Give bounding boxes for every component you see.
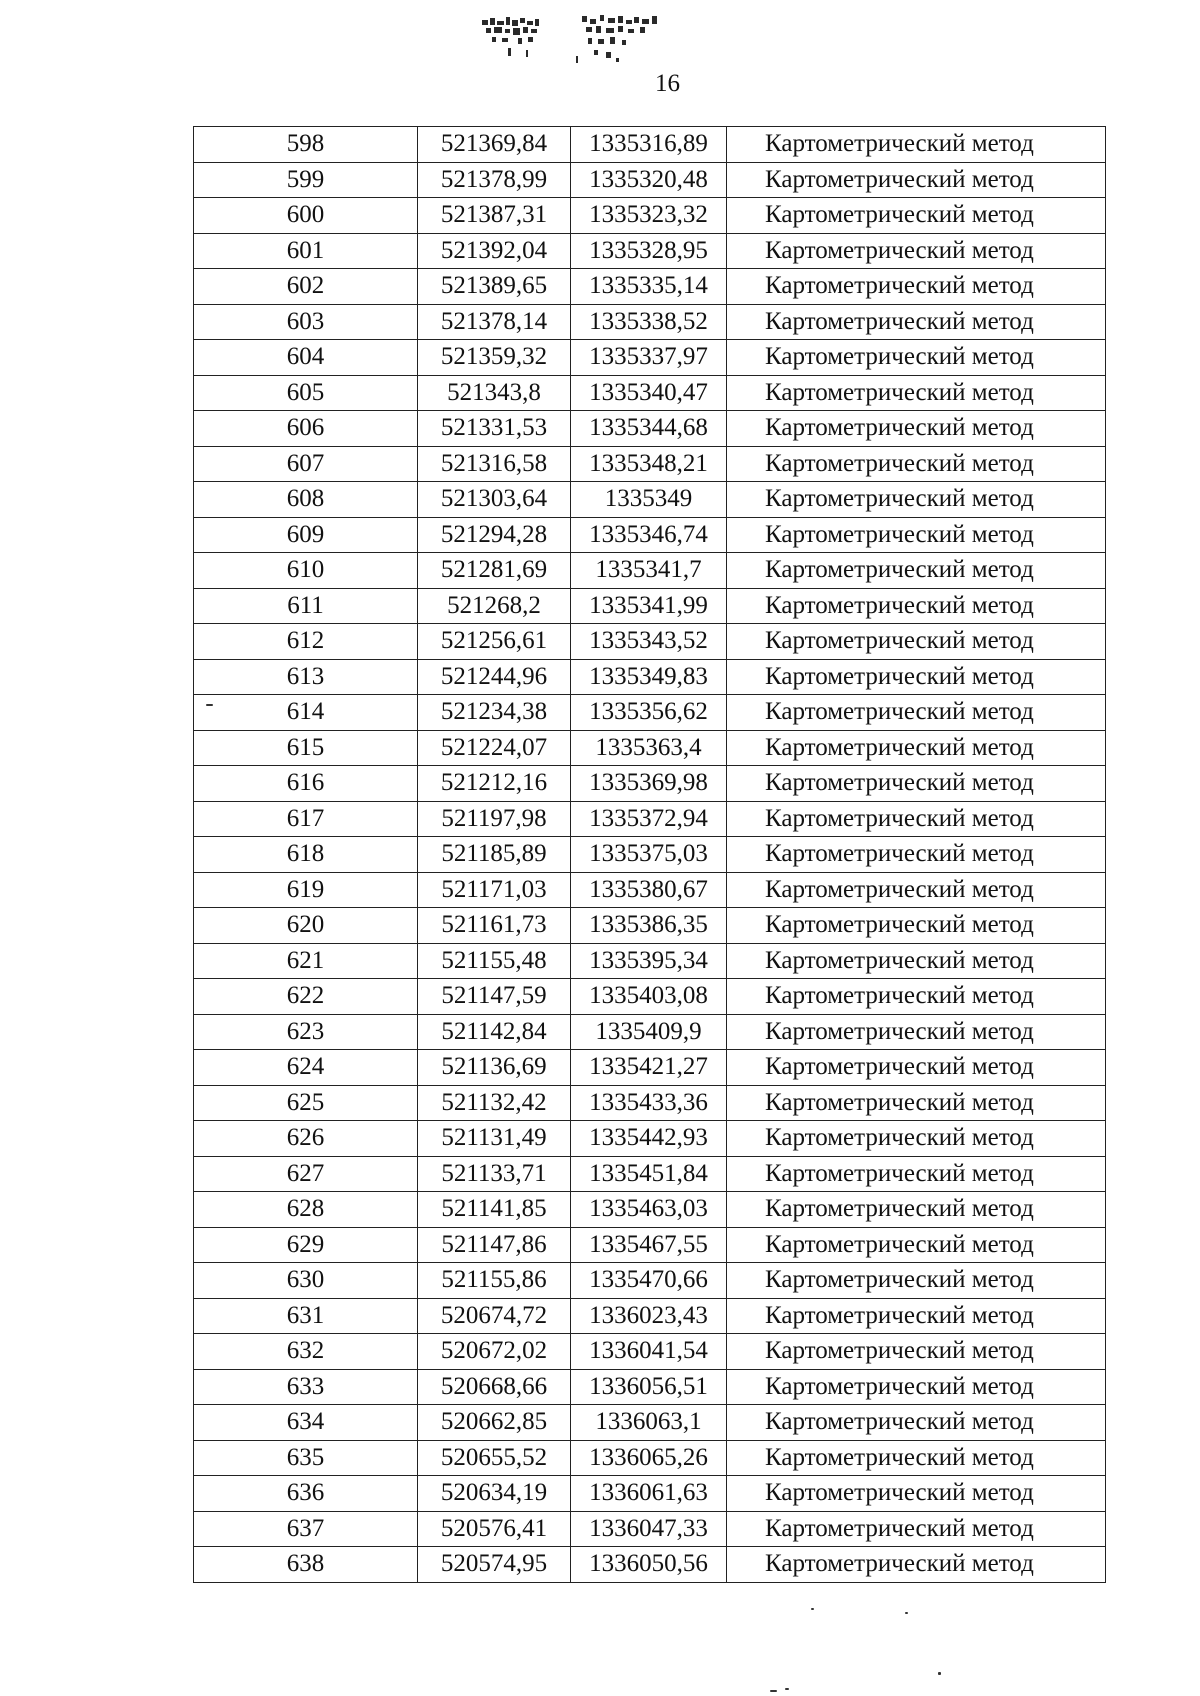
point-number-cell: 631 [194, 1298, 418, 1334]
x-coordinate-cell: 521147,59 [418, 979, 571, 1015]
x-coordinate-cell: 521392,04 [418, 233, 571, 269]
method-cell: Картометрический метод [727, 1298, 1106, 1334]
method-cell: Картометрический метод [727, 837, 1106, 873]
method-cell: Картометрический метод [727, 198, 1106, 234]
stamp-seal-fragment [478, 12, 728, 82]
x-coordinate-cell: 521224,07 [418, 730, 571, 766]
x-coordinate-cell: 521268,2 [418, 588, 571, 624]
method-cell: Картометрический метод [727, 233, 1106, 269]
method-cell: Картометрический метод [727, 1156, 1106, 1192]
point-number-cell: 620 [194, 908, 418, 944]
x-coordinate-cell: 521212,16 [418, 766, 571, 802]
table-row [194, 1334, 1106, 1370]
x-coordinate-cell: 520655,52 [418, 1440, 571, 1476]
table-row [194, 872, 1106, 908]
method-cell: Картометрический метод [727, 943, 1106, 979]
x-coordinate-cell: 520662,85 [418, 1405, 571, 1441]
table-row [194, 233, 1106, 269]
point-number-cell: 604 [194, 340, 418, 376]
point-number-cell: 612 [194, 624, 418, 660]
method-cell: Картометрический метод [727, 553, 1106, 589]
method-cell: Картометрический метод [727, 1369, 1106, 1405]
y-coordinate-cell: 1335403,08 [571, 979, 727, 1015]
table-row [194, 1263, 1106, 1299]
y-coordinate-cell: 1336061,63 [571, 1476, 727, 1512]
table-row [194, 1298, 1106, 1334]
x-coordinate-cell: 521387,31 [418, 198, 571, 234]
y-coordinate-cell: 1335451,84 [571, 1156, 727, 1192]
x-coordinate-cell: 520668,66 [418, 1369, 571, 1405]
table-row [194, 269, 1106, 305]
scan-speck [905, 1612, 908, 1614]
y-coordinate-cell: 1335395,34 [571, 943, 727, 979]
table-row [194, 1476, 1106, 1512]
x-coordinate-cell: 521378,14 [418, 304, 571, 340]
point-number-cell: 600 [194, 198, 418, 234]
y-coordinate-cell: 1336063,1 [571, 1405, 727, 1441]
table-row [194, 695, 1106, 731]
table-row [194, 1121, 1106, 1157]
x-coordinate-cell: 521171,03 [418, 872, 571, 908]
y-coordinate-cell: 1335467,55 [571, 1227, 727, 1263]
method-cell: Картометрический метод [727, 1334, 1106, 1370]
x-coordinate-cell: 521256,61 [418, 624, 571, 660]
table-row [194, 304, 1106, 340]
method-cell: Картометрический метод [727, 659, 1106, 695]
method-cell: Картометрический метод [727, 908, 1106, 944]
x-coordinate-cell: 521147,86 [418, 1227, 571, 1263]
x-coordinate-cell: 520674,72 [418, 1298, 571, 1334]
y-coordinate-cell: 1335340,47 [571, 375, 727, 411]
point-number-cell: 629 [194, 1227, 418, 1263]
method-cell: Картометрический метод [727, 269, 1106, 305]
method-cell: Картометрический метод [727, 375, 1106, 411]
point-number-cell: 605 [194, 375, 418, 411]
y-coordinate-cell: 1335341,99 [571, 588, 727, 624]
point-number-cell: 622 [194, 979, 418, 1015]
x-coordinate-cell: 521234,38 [418, 695, 571, 731]
x-coordinate-cell: 521161,73 [418, 908, 571, 944]
method-cell: Картометрический метод [727, 730, 1106, 766]
table-row [194, 1369, 1106, 1405]
y-coordinate-cell: 1335356,62 [571, 695, 727, 731]
y-coordinate-cell: 1335349,83 [571, 659, 727, 695]
point-number-cell: 602 [194, 269, 418, 305]
point-number-cell: 606 [194, 411, 418, 447]
coordinates-table-body [194, 127, 1106, 1583]
method-cell: Картометрический метод [727, 801, 1106, 837]
point-number-cell: 635 [194, 1440, 418, 1476]
table-row [194, 766, 1106, 802]
scan-speck [770, 1690, 777, 1692]
x-coordinate-cell: 521343,8 [418, 375, 571, 411]
x-coordinate-cell: 521244,96 [418, 659, 571, 695]
x-coordinate-cell: 521303,64 [418, 482, 571, 518]
y-coordinate-cell: 1335323,32 [571, 198, 727, 234]
point-number-cell: 599 [194, 162, 418, 198]
y-coordinate-cell: 1335380,67 [571, 872, 727, 908]
table-row [194, 127, 1106, 163]
method-cell: Картометрический метод [727, 1440, 1106, 1476]
table-row [194, 162, 1106, 198]
table-row [194, 517, 1106, 553]
point-number-cell: 615 [194, 730, 418, 766]
method-cell: Картометрический метод [727, 517, 1106, 553]
method-cell: Картометрический метод [727, 411, 1106, 447]
point-number-cell: 625 [194, 1085, 418, 1121]
point-number-cell: 638 [194, 1547, 418, 1583]
table-row [194, 553, 1106, 589]
y-coordinate-cell: 1335346,74 [571, 517, 727, 553]
table-row [194, 375, 1106, 411]
point-number-cell: 617 [194, 801, 418, 837]
method-cell: Картометрический метод [727, 1192, 1106, 1228]
table-row [194, 730, 1106, 766]
method-cell: Картометрический метод [727, 1476, 1106, 1512]
point-number-cell: 598 [194, 127, 418, 163]
y-coordinate-cell: 1336050,56 [571, 1547, 727, 1583]
y-coordinate-cell: 1335344,68 [571, 411, 727, 447]
x-coordinate-cell: 521331,53 [418, 411, 571, 447]
table-row [194, 979, 1106, 1015]
point-number-cell: 624 [194, 1050, 418, 1086]
y-coordinate-cell: 1336047,33 [571, 1511, 727, 1547]
x-coordinate-cell: 521132,42 [418, 1085, 571, 1121]
table-row [194, 624, 1106, 660]
method-cell: Картометрический метод [727, 1050, 1106, 1086]
table-row [194, 837, 1106, 873]
point-number-cell: 621 [194, 943, 418, 979]
method-cell: Картометрический метод [727, 695, 1106, 731]
x-coordinate-cell: 521142,84 [418, 1014, 571, 1050]
point-number-cell: 634 [194, 1405, 418, 1441]
point-number-cell: 609 [194, 517, 418, 553]
method-cell: Картометрический метод [727, 1014, 1106, 1050]
point-number-cell: 616 [194, 766, 418, 802]
x-coordinate-cell: 521155,86 [418, 1263, 571, 1299]
method-cell: Картометрический метод [727, 1263, 1106, 1299]
x-coordinate-cell: 521281,69 [418, 553, 571, 589]
x-coordinate-cell: 521197,98 [418, 801, 571, 837]
table-row [194, 1085, 1106, 1121]
point-number-cell: 627 [194, 1156, 418, 1192]
table-row [194, 588, 1106, 624]
point-number-cell: 614 [194, 695, 418, 731]
x-coordinate-cell: 521133,71 [418, 1156, 571, 1192]
method-cell: Картометрический метод [727, 1227, 1106, 1263]
method-cell: Картометрический метод [727, 624, 1106, 660]
method-cell: Картометрический метод [727, 1511, 1106, 1547]
method-cell: Картометрический метод [727, 588, 1106, 624]
point-number-cell: 607 [194, 446, 418, 482]
point-number-cell: 626 [194, 1121, 418, 1157]
method-cell: Картометрический метод [727, 1121, 1106, 1157]
y-coordinate-cell: 1335328,95 [571, 233, 727, 269]
y-coordinate-cell: 1335372,94 [571, 801, 727, 837]
point-number-cell: 630 [194, 1263, 418, 1299]
x-coordinate-cell: 520574,95 [418, 1547, 571, 1583]
point-number-cell: 611 [194, 588, 418, 624]
y-coordinate-cell: 1335343,52 [571, 624, 727, 660]
point-number-cell: 632 [194, 1334, 418, 1370]
table-row [194, 411, 1106, 447]
y-coordinate-cell: 1336056,51 [571, 1369, 727, 1405]
table-row [194, 198, 1106, 234]
x-coordinate-cell: 521316,58 [418, 446, 571, 482]
y-coordinate-cell: 1335316,89 [571, 127, 727, 163]
method-cell: Картометрический метод [727, 872, 1106, 908]
scan-speck [206, 704, 213, 706]
table-row [194, 908, 1106, 944]
method-cell: Картометрический метод [727, 446, 1106, 482]
point-number-cell: 613 [194, 659, 418, 695]
x-coordinate-cell: 521131,49 [418, 1121, 571, 1157]
method-cell: Картометрический метод [727, 482, 1106, 518]
y-coordinate-cell: 1335348,21 [571, 446, 727, 482]
table-row [194, 1050, 1106, 1086]
point-number-cell: 608 [194, 482, 418, 518]
y-coordinate-cell: 1335363,4 [571, 730, 727, 766]
y-coordinate-cell: 1335386,35 [571, 908, 727, 944]
x-coordinate-cell: 521389,65 [418, 269, 571, 305]
x-coordinate-cell: 521155,48 [418, 943, 571, 979]
y-coordinate-cell: 1335375,03 [571, 837, 727, 873]
table-row [194, 1014, 1106, 1050]
y-coordinate-cell: 1336065,26 [571, 1440, 727, 1476]
y-coordinate-cell: 1335463,03 [571, 1192, 727, 1228]
y-coordinate-cell: 1335369,98 [571, 766, 727, 802]
x-coordinate-cell: 521378,99 [418, 162, 571, 198]
method-cell: Картометрический метод [727, 979, 1106, 1015]
point-number-cell: 633 [194, 1369, 418, 1405]
scan-speck [811, 1608, 814, 1610]
x-coordinate-cell: 521359,32 [418, 340, 571, 376]
point-number-cell: 623 [194, 1014, 418, 1050]
x-coordinate-cell: 520576,41 [418, 1511, 571, 1547]
x-coordinate-cell: 520672,02 [418, 1334, 571, 1370]
x-coordinate-cell: 521185,89 [418, 837, 571, 873]
y-coordinate-cell: 1335338,52 [571, 304, 727, 340]
y-coordinate-cell: 1335442,93 [571, 1121, 727, 1157]
table-row [194, 446, 1106, 482]
y-coordinate-cell: 1335409,9 [571, 1014, 727, 1050]
y-coordinate-cell: 1335349 [571, 482, 727, 518]
point-number-cell: 618 [194, 837, 418, 873]
y-coordinate-cell: 1335337,97 [571, 340, 727, 376]
method-cell: Картометрический метод [727, 1405, 1106, 1441]
method-cell: Картометрический метод [727, 127, 1106, 163]
method-cell: Картометрический метод [727, 1547, 1106, 1583]
table-row [194, 1192, 1106, 1228]
table-row [194, 1156, 1106, 1192]
y-coordinate-cell: 1335341,7 [571, 553, 727, 589]
y-coordinate-cell: 1335320,48 [571, 162, 727, 198]
x-coordinate-cell: 521141,85 [418, 1192, 571, 1228]
table-row [194, 482, 1106, 518]
table-row [194, 1511, 1106, 1547]
y-coordinate-cell: 1335335,14 [571, 269, 727, 305]
method-cell: Картометрический метод [727, 766, 1106, 802]
point-number-cell: 601 [194, 233, 418, 269]
table-row [194, 1440, 1106, 1476]
method-cell: Картометрический метод [727, 340, 1106, 376]
x-coordinate-cell: 520634,19 [418, 1476, 571, 1512]
scan-speck [785, 1688, 789, 1690]
table-row [194, 801, 1106, 837]
table-row [194, 340, 1106, 376]
page-number: 16 [655, 70, 680, 97]
x-coordinate-cell: 521294,28 [418, 517, 571, 553]
point-number-cell: 637 [194, 1511, 418, 1547]
table-row [194, 1405, 1106, 1441]
table-row [194, 1227, 1106, 1263]
method-cell: Картометрический метод [727, 304, 1106, 340]
point-number-cell: 610 [194, 553, 418, 589]
x-coordinate-cell: 521369,84 [418, 127, 571, 163]
table-row [194, 943, 1106, 979]
point-number-cell: 603 [194, 304, 418, 340]
method-cell: Картометрический метод [727, 162, 1106, 198]
table-row [194, 1547, 1106, 1583]
y-coordinate-cell: 1336041,54 [571, 1334, 727, 1370]
method-cell: Картометрический метод [727, 1085, 1106, 1121]
point-number-cell: 636 [194, 1476, 418, 1512]
y-coordinate-cell: 1335421,27 [571, 1050, 727, 1086]
point-number-cell: 628 [194, 1192, 418, 1228]
coordinates-table [193, 126, 1106, 1583]
point-number-cell: 619 [194, 872, 418, 908]
table-row [194, 659, 1106, 695]
y-coordinate-cell: 1335470,66 [571, 1263, 727, 1299]
y-coordinate-cell: 1336023,43 [571, 1298, 727, 1334]
y-coordinate-cell: 1335433,36 [571, 1085, 727, 1121]
x-coordinate-cell: 521136,69 [418, 1050, 571, 1086]
scan-speck [938, 1672, 941, 1675]
